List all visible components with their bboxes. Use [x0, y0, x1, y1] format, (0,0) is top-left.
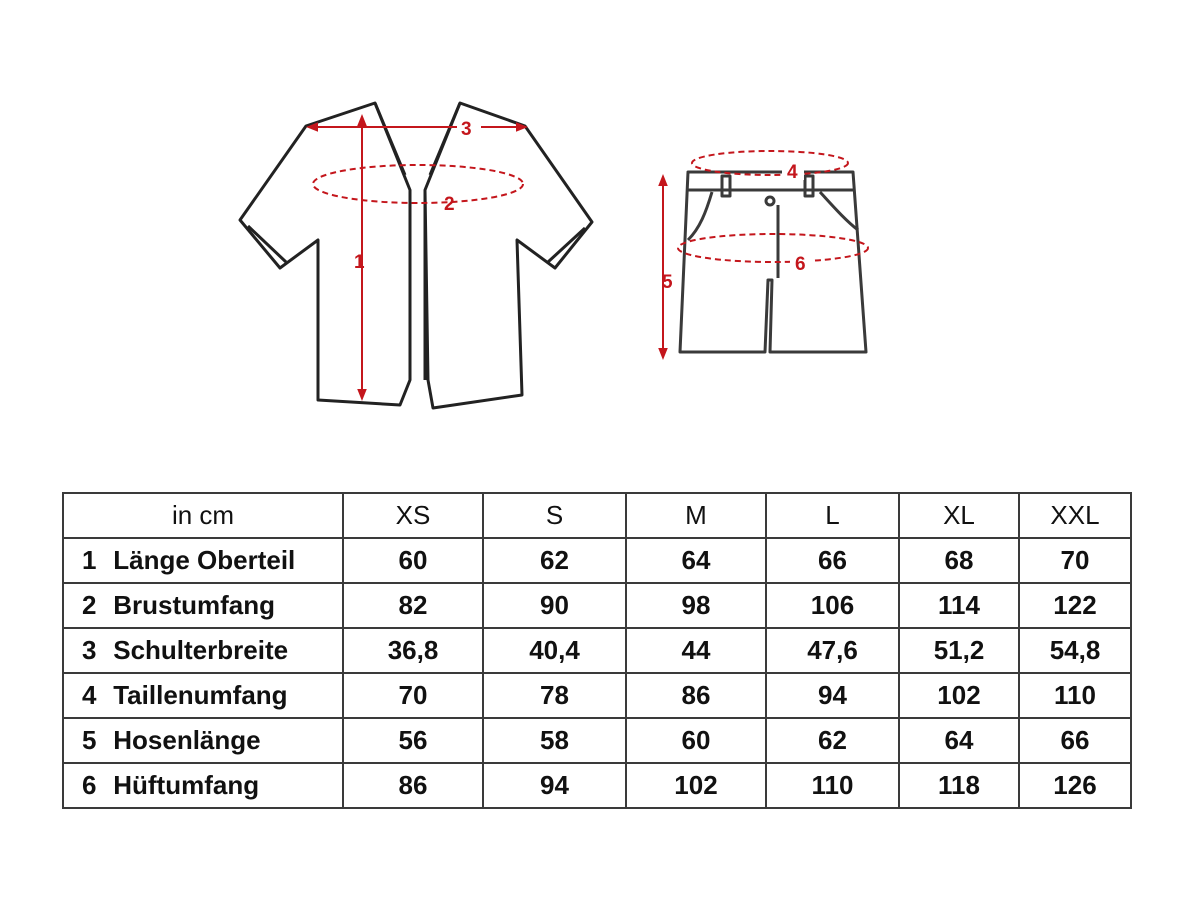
table-cell: 102 — [626, 763, 766, 808]
table-cell: 106 — [766, 583, 899, 628]
table-cell: 44 — [626, 628, 766, 673]
garment-measurement-diagram — [0, 0, 1200, 440]
row-label — [63, 673, 343, 718]
row-label — [63, 538, 343, 583]
row-number: 3 — [82, 635, 97, 665]
table-row — [63, 718, 1131, 763]
table-cell: 54,8 — [1019, 628, 1131, 673]
unit-header: in cm — [63, 493, 343, 538]
table-cell: 98 — [626, 583, 766, 628]
measure-6-label: 6 — [795, 254, 806, 275]
table-cell: 64 — [899, 718, 1019, 763]
row-name: Hosenlänge — [113, 725, 261, 755]
table-row — [63, 538, 1131, 583]
row-number: 2 — [82, 590, 97, 620]
table-cell: 90 — [483, 583, 626, 628]
row-name: Brustumfang — [113, 590, 276, 620]
table-cell: 36,8 — [343, 628, 483, 673]
size-header-xl: XL — [899, 493, 1019, 538]
table-cell: 114 — [899, 583, 1019, 628]
table-cell: 66 — [1019, 718, 1131, 763]
table-cell: 60 — [343, 538, 483, 583]
row-number: 4 — [82, 680, 97, 710]
table-cell: 56 — [343, 718, 483, 763]
table-cell: 94 — [483, 763, 626, 808]
size-header-xxl: XXL — [1019, 493, 1131, 538]
table-cell: 62 — [766, 718, 899, 763]
table-cell: 78 — [483, 673, 626, 718]
row-number: 1 — [82, 545, 97, 575]
table-cell: 62 — [483, 538, 626, 583]
table-cell: 102 — [899, 673, 1019, 718]
table-row — [63, 628, 1131, 673]
table-row — [63, 583, 1131, 628]
row-label — [63, 628, 343, 673]
table-cell: 118 — [899, 763, 1019, 808]
measure-5-label: 5 — [662, 272, 673, 293]
measure-6-hip-ellipse — [678, 234, 868, 262]
table-cell: 86 — [626, 673, 766, 718]
table-cell: 70 — [343, 673, 483, 718]
size-header-l: L — [766, 493, 899, 538]
table-cell: 86 — [343, 763, 483, 808]
table-cell: 66 — [766, 538, 899, 583]
table-cell: 68 — [899, 538, 1019, 583]
table-row — [63, 763, 1131, 808]
table-header-row — [63, 493, 1131, 538]
row-number: 6 — [82, 770, 97, 800]
top-garment-outline — [240, 103, 592, 408]
table-cell: 122 — [1019, 583, 1131, 628]
row-name: Taillenumfang — [113, 680, 288, 710]
table-cell: 58 — [483, 718, 626, 763]
table-cell: 94 — [766, 673, 899, 718]
table-cell: 70 — [1019, 538, 1131, 583]
row-name: Länge Oberteil — [113, 545, 296, 575]
row-number: 5 — [82, 725, 97, 755]
row-label — [63, 718, 343, 763]
size-header-s: S — [483, 493, 626, 538]
row-label — [63, 763, 343, 808]
table-cell: 110 — [1019, 673, 1131, 718]
measure-4-label: 4 — [787, 162, 798, 183]
measure-3-label: 3 — [461, 119, 472, 140]
measure-1-label: 1 — [354, 252, 365, 273]
table-cell: 47,6 — [766, 628, 899, 673]
size-header-xs: XS — [343, 493, 483, 538]
table-cell: 82 — [343, 583, 483, 628]
table-cell: 40,4 — [483, 628, 626, 673]
table-cell: 126 — [1019, 763, 1131, 808]
table-cell: 60 — [626, 718, 766, 763]
table-cell: 110 — [766, 763, 899, 808]
measure-2-chest-ellipse — [313, 165, 523, 203]
size-header-m: M — [626, 493, 766, 538]
table-cell: 51,2 — [899, 628, 1019, 673]
row-name: Schulterbreite — [113, 635, 289, 665]
table-cell: 64 — [626, 538, 766, 583]
measure-2-label: 2 — [444, 194, 455, 215]
row-label — [63, 583, 343, 628]
shorts-outline — [680, 172, 866, 352]
table-row — [63, 673, 1131, 718]
row-name: Hüftumfang — [113, 770, 260, 800]
size-chart-table — [62, 492, 1132, 809]
